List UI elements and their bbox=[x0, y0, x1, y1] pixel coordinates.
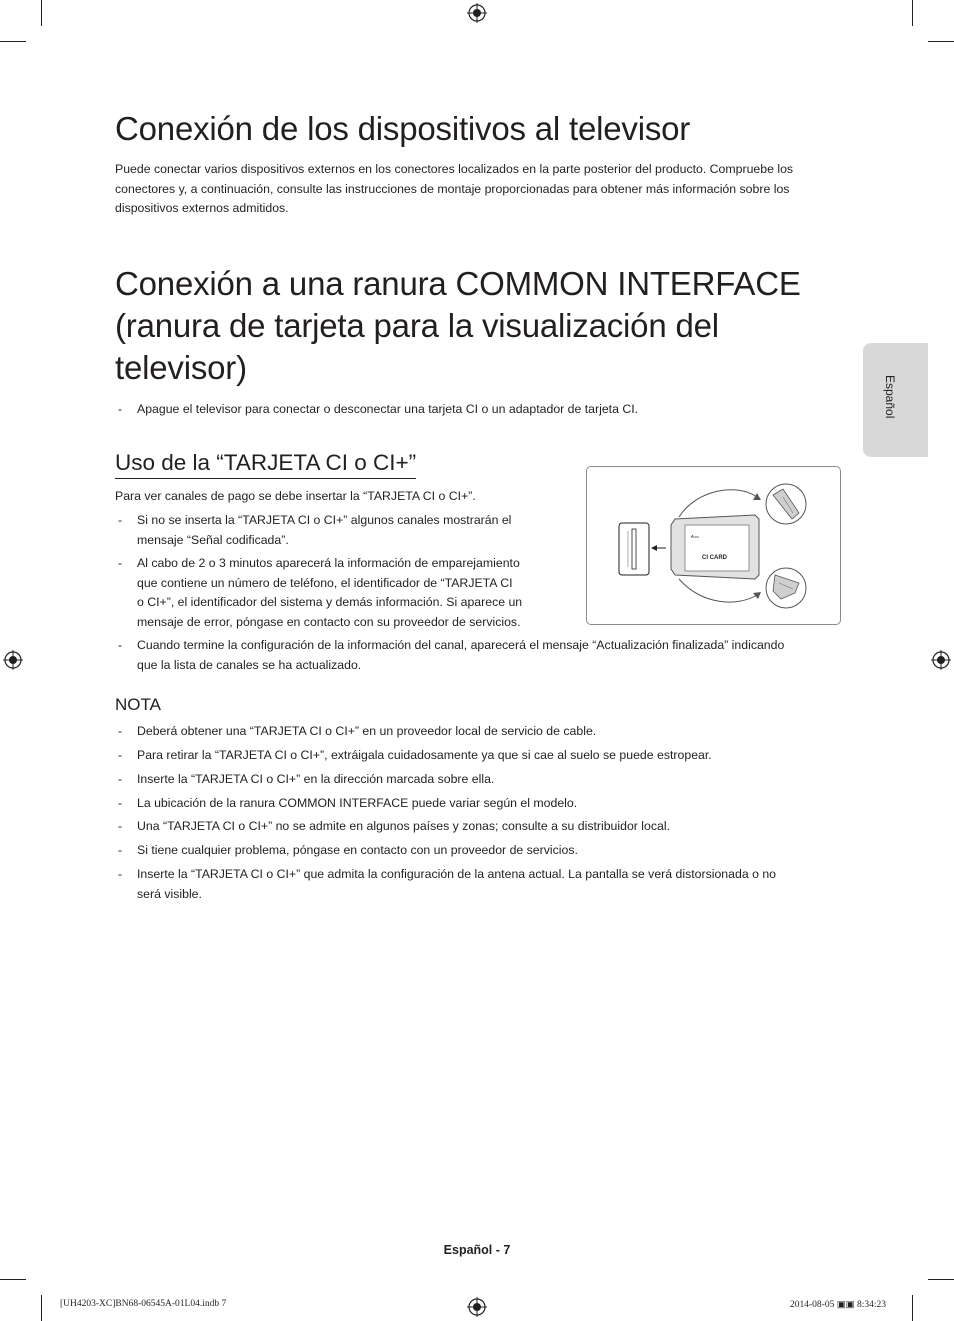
registration-mark-icon bbox=[467, 3, 487, 23]
print-timestamp: 2014-08-05 ▣▣ 8:34:23 bbox=[790, 1300, 887, 1310]
crop-mark bbox=[912, 0, 913, 26]
list-item-text: Si no se inserta la “TARJETA CI o CI+” algunos canales mostrarán el bbox=[137, 513, 512, 527]
intro-paragraph bbox=[115, 160, 835, 219]
list-item-text: Cuando termine la configuración de la información del canal, aparecerá el mensaje “Actualización finalizada” indicando bbox=[137, 638, 785, 652]
crop-mark bbox=[928, 1279, 954, 1280]
list-item-text: será visible. bbox=[137, 886, 202, 901]
registration-mark-icon bbox=[931, 650, 951, 670]
list-item-text: Inserte la “TARJETA CI o CI+” que admita la configuración de la antena actual. La pantalla se verá distorsionada o no bbox=[137, 867, 777, 881]
crop-mark bbox=[928, 41, 954, 42]
side-tab-label: Español bbox=[883, 375, 897, 419]
list-item-text: mensaje de error, póngase en contacto con su proveedor de servicios. bbox=[137, 614, 521, 629]
list-item-text: que la lista de canales se ha actualizado. bbox=[137, 657, 362, 672]
registration-mark-icon bbox=[467, 1297, 487, 1317]
list-item-text: Inserte la “TARJETA CI o CI+” en la dirección marcada sobre ella. bbox=[137, 772, 495, 786]
crop-mark bbox=[41, 1295, 42, 1321]
list-item-text: Apague el televisor para conectar o desconectar una tarjeta CI o un adaptador de tarjeta CI. bbox=[137, 402, 639, 416]
section-title-common-interface bbox=[115, 263, 801, 389]
list-item-text: Para retirar la “TARJETA CI o CI+”, extráigala cuidadosamente ya que si cae al suelo se puede estropear. bbox=[137, 748, 712, 762]
list-item-text: Al cabo de 2 o 3 minutos aparecerá la información de emparejamiento bbox=[137, 556, 520, 570]
page-number: Español - 7 bbox=[443, 1243, 511, 1257]
title-line: (ranura de tarjeta para la visualización del bbox=[115, 307, 719, 344]
list-item-text: que contiene un número de teléfono, el identificador de “TARJETA CI bbox=[137, 575, 513, 590]
list-item-text: mensaje “Señal codificada”. bbox=[137, 532, 289, 547]
paragraph-line: Puede conectar varios dispositivos externos en los conectores localizados en la parte posterior del producto. Compruebe los bbox=[115, 162, 794, 176]
list-item-text: Si tiene cualquier problema, póngase en contacto con un proveedor de servicios. bbox=[137, 843, 578, 857]
registration-mark-icon bbox=[3, 650, 23, 670]
ci-card-diagram bbox=[587, 467, 840, 624]
ci-intro: Para ver canales de pago se debe insertar la “TARJETA CI o CI+”. bbox=[115, 489, 476, 503]
crop-mark bbox=[0, 1279, 26, 1280]
note-heading: NOTA bbox=[115, 695, 161, 714]
list-item-text: La ubicación de la ranura COMMON INTERFACE puede variar según el modelo. bbox=[137, 796, 578, 810]
file-info: [UH4203-XC]BN68-06545A-01L04.indb 7 bbox=[60, 1299, 227, 1309]
crop-mark bbox=[912, 1295, 913, 1321]
section-title-connection: Conexión de los dispositivos al televisor bbox=[115, 110, 691, 147]
list-item-text: Una “TARJETA CI o CI+” no se admite en algunos países y zonas; consulte a su distribuidor local. bbox=[137, 819, 671, 833]
list-item-text: o CI+”, el identificador del sistema y demás información. Si aparece un bbox=[137, 595, 523, 609]
paragraph-line: conectores y, a continuación, consulte las instrucciones de montaje proporcionadas para obtener más información sobre los bbox=[115, 181, 790, 196]
crop-mark bbox=[41, 0, 42, 26]
ci-card-illustration bbox=[586, 466, 841, 625]
subsection-title-ci-card: Uso de la “TARJETA CI o CI+” bbox=[115, 449, 416, 479]
list-item-text: Deberá obtener una “TARJETA CI o CI+” en un proveedor local de servicio de cable. bbox=[137, 724, 597, 738]
title-line: Conexión a una ranura COMMON INTERFACE bbox=[115, 265, 801, 302]
language-side-tab bbox=[863, 343, 928, 457]
crop-mark bbox=[0, 41, 26, 42]
ci-card-label: CI CARD bbox=[702, 555, 727, 561]
title-line: televisor) bbox=[115, 349, 247, 386]
paragraph-line: dispositivos externos admitidos. bbox=[115, 201, 289, 215]
